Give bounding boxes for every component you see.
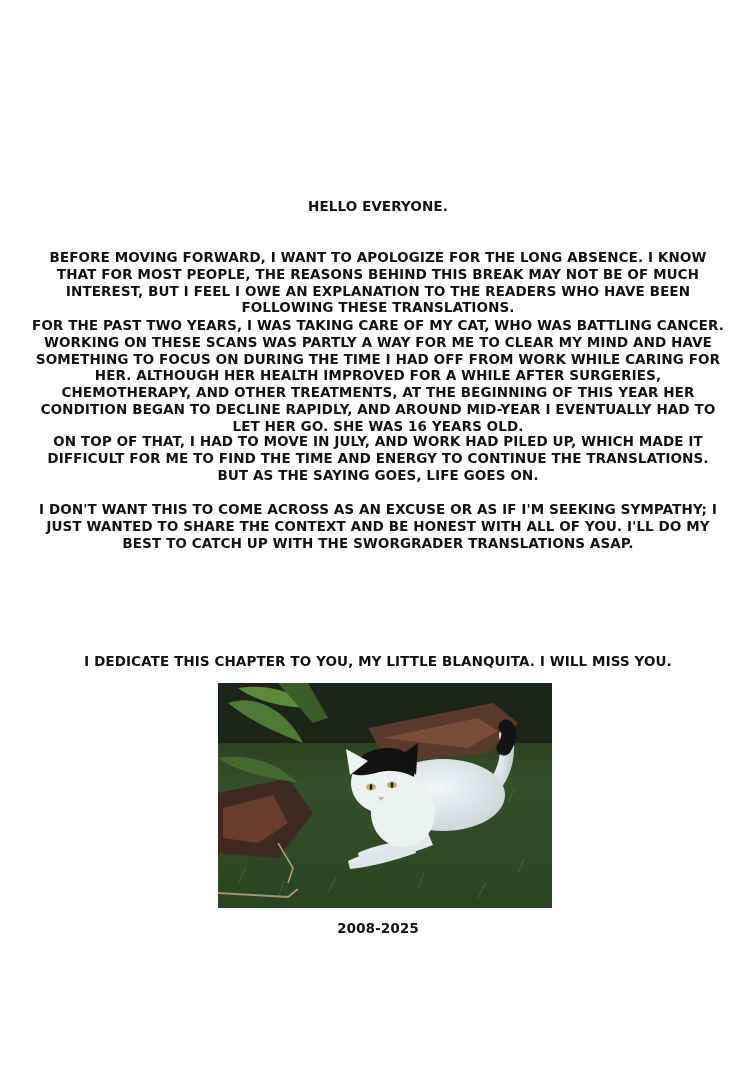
paragraph-closing: I DON'T WANT THIS TO COME ACROSS AS AN EXCUSE OR AS IF I'M SEEKING SYMPATHY; I JUST WANTED TO SHARE THE CONTEXT AND BE HONEST WITH ALL OF YOU. I'LL DO MY BEST TO CATCH UP WITH THE SWORGRADER TRANSLATIONS ASAP. [39, 502, 717, 552]
greeting-text: HELLO EVERYONE. [308, 199, 448, 215]
years-caption: 2008-2025 [337, 921, 419, 937]
dedication-text: I DEDICATE THIS CHAPTER TO YOU, MY LITTLE BLANQUITA. I WILL MISS YOU. [84, 654, 672, 670]
cat-photo-illustration [218, 683, 552, 908]
paragraph-cat-illness: FOR THE PAST TWO YEARS, I WAS TAKING CARE OF MY CAT, WHO WAS BATTLING CANCER. WORKING ON THESE SCANS WAS PARTLY A WAY FOR ME TO CLEAR MY MIND AND HAVE SOMETHING TO FOCUS ON DURING THE TIME I HAD OFF FROM WORK WHILE CARING FOR HER. ALTHOUGH HER HEALTH IMPROVED FOR A WHILE AFTER SURGERIES, CHEMOTHERAPY, AND OTHER TREATMENTS, AT THE BEGINNING OF THIS YEAR HER CONDITION BEGAN TO DECLINE RAPIDLY, AND AROUND MID-YEAR I EVENTUALLY HAD TO LET HER GO. SHE WAS 16 YEARS OLD. [32, 318, 724, 435]
paragraph-moving: ON TOP OF THAT, I HAD TO MOVE IN JULY, AND WORK HAD PILED UP, WHICH MADE IT DIFFICULT FOR ME TO FIND THE TIME AND ENERGY TO CONTINUE THE TRANSLATIONS. BUT AS THE SAYING GOES, LIFE GOES ON. [47, 434, 709, 484]
paragraph-apology: BEFORE MOVING FORWARD, I WANT TO APOLOGIZE FOR THE LONG ABSENCE. I KNOW THAT FOR MOST PEOPLE, THE REASONS BEHIND THIS BREAK MAY NOT BE OF MUCH INTEREST, BUT I FEEL I OWE AN EXPLANATION TO THE READERS WHO HAVE BEEN FOLLOWING THESE TRANSLATIONS. [49, 250, 707, 317]
cat-photo [218, 683, 552, 908]
